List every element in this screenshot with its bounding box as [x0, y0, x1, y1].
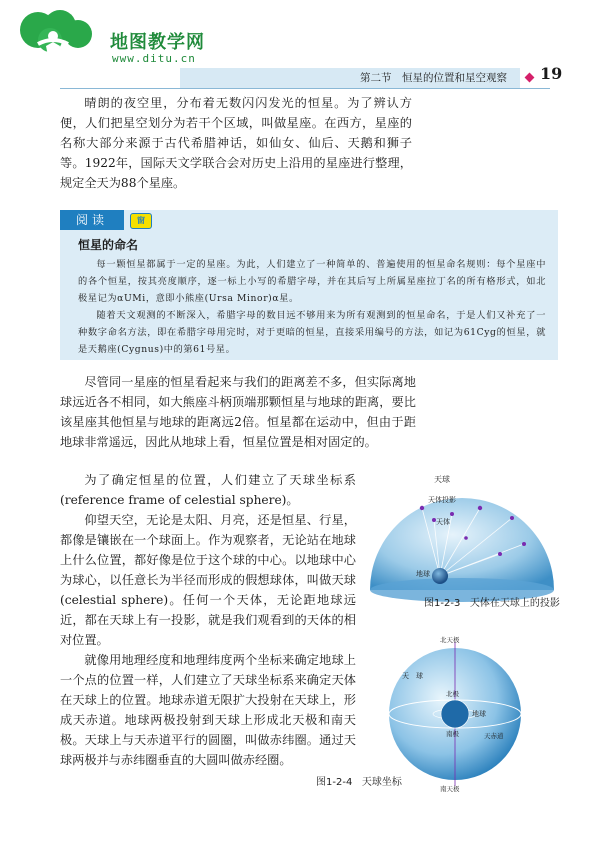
earth-icon: [432, 568, 448, 584]
label-projection: 天体投影: [428, 496, 456, 504]
section-title: 第二节 恒星的位置和星空观察: [360, 72, 507, 84]
logo-url: www.ditu.cn: [112, 52, 196, 65]
earth-globe-icon: [441, 700, 469, 728]
body-text-4: 就像用地理经度和地理纬度两个坐标来确定地球上一个点的位置一样，人们建立了天球坐标系来确定天体在天球上的位置。地球赤道无限扩大投射在天球上，形成天赤道。地球两极投射到天球上形成北天极和南天极。天球上与天赤道平行的圆圈，叫做赤纬圈。通过天球两极并与赤纬圈垂直的大圆叫做赤经圈。: [60, 653, 356, 767]
label-south: 南极: [446, 730, 459, 738]
body-text-1: 尽管同一星座的恒星看起来与我们的距离差不多，但实际离地球远近各不相同，如大熊座斗柄顶端那颗恒星与地球的距离，要比该星座其他恒星与地球的距离远2倍。恒星都在运动中，但由于距地球非常遥远，因此从地球上看，恒星位置是相对固定的。: [60, 375, 416, 449]
page-number: 19: [540, 64, 563, 83]
body-column: [60, 470, 356, 770]
body-text-2: 为了确定恒星的位置，人们建立了天球坐标系(reference frame of celestial sphere)。: [60, 473, 356, 507]
reading-paragraph-1: 每一颗恒星都属于一定的星座。为此，人们建立了一种简单的、普遍使用的恒星命名规则：每个星座中的各个恒星，按其亮度顺序，逐一标上小写的希腊字母，并在其后写上所属星座拉丁名的所有格形式，如北极星记为αUMi，意即小熊座(Ursa Minor)α星。: [78, 259, 546, 304]
reading-badge-icon: 窗: [130, 213, 152, 229]
label-earth: 地球: [472, 710, 486, 718]
dome-shape: [370, 498, 554, 590]
figure-3-caption: [424, 596, 564, 611]
logo-tree-icon: [8, 8, 108, 68]
celestial-coordinate-figure: [380, 634, 530, 792]
figure-4-caption: [316, 773, 402, 788]
body-paragraph-1: [60, 372, 416, 452]
figure-3-text: 天体在天球上的投影: [469, 598, 560, 609]
body-text-3: 仰望天空，无论是太阳、月亮，还是恒星、行星，都像是镶嵌在一个球面上。作为观察者，无论站在地球上什么位置，都好像是位于这个球的中心。以地球中心为球心，以任意长为半径而形成的假想球体，叫做天球(celestial sphere)。任何一个天体，无论距地球远近，都在天球上有一投影，就是我们观看到的天体的相对位置。: [60, 513, 356, 647]
label-earth: 地球: [416, 570, 430, 578]
reading-title: 恒星的命名: [78, 238, 139, 252]
celestial-projection-figure: [362, 472, 562, 602]
label-body: 天体: [436, 518, 450, 526]
reading-text: [78, 256, 546, 358]
label-celestial-sphere: 天 球: [402, 672, 423, 680]
intro-text: 晴朗的夜空里，分布着无数闪闪发光的恒星。为了辨认方便，人们把星空划分为若干个区域，叫做星座。在西方，星座的名称大部分来源于古代希腊神话，如仙女、仙后、天鹅和狮子等。1922年，国际天文学联合会对历史上沿用的星座进行整理，规定全天为88个星座。: [60, 96, 412, 190]
diamond-icon: [525, 73, 535, 83]
label-north: 北极: [446, 690, 459, 698]
label-celestial-equator: 天赤道: [484, 732, 504, 740]
label-south-celestial-pole: 南天极: [440, 785, 460, 792]
label-sphere: 天球: [434, 475, 450, 484]
header-divider: [60, 88, 550, 89]
logo-title: 地图教学网: [110, 32, 205, 53]
reading-paragraph-2: 随着天文观测的不断深入，希腊字母的数目远不够用来为所有观测到的恒星命名，于是人们又补充了一种数字命名方法，即在希腊字母用完时，对于更暗的恒星，直接采用编号的方法，如记为61Cyg的恒星，就是天鹅座(Cygnus)中的第61号星。: [78, 310, 546, 355]
reading-tab: 阅读: [60, 210, 124, 230]
figure-4-text: 天球坐标: [361, 777, 402, 788]
figure-4-number: 图1-2-4: [316, 777, 353, 788]
label-north-celestial-pole: 北天极: [440, 636, 460, 644]
intro-paragraph: [60, 93, 412, 193]
figure-3-number: 图1-2-3: [424, 598, 461, 609]
